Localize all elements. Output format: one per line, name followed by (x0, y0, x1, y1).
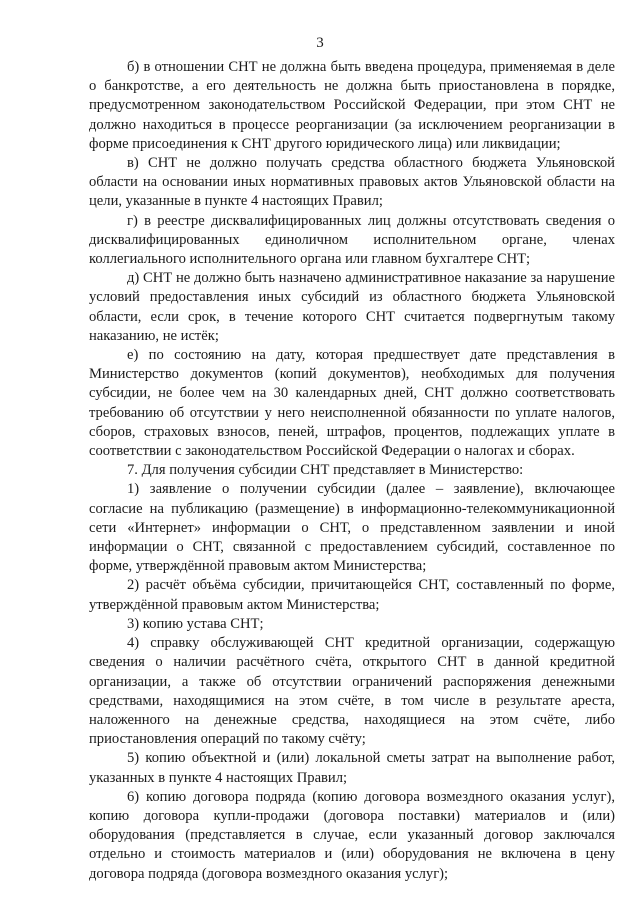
item-6-contract-copy: 6) копию договора подряда (копию договора возмездного оказания услуг), копию договора купли-продажи (договора поставки) материалов и (или) оборудования (представляется в случае, если указанный договор заключался отдельно и стоимость материалов и (или) оборудования не включена в цену договора подряда (договора возмездного оказания услуг); (89, 788, 615, 882)
page-number: 3 (316, 35, 324, 51)
item-3-charter-copy: 3) копию устава СНТ; (127, 615, 264, 632)
item-4-bank-certificate: 4) справку обслуживающей СНТ кредитной организации, содержащую сведения о наличии расчётного счёта, открытого СНТ в данной кредитной организации, а также об отсутствии ограничений распоряжения денежными средствами, находящимися на этом счёте, в том числе в результате ареста, наложенного на денежные средства, находящиеся на этом счёте, либо приостановления операций по такому счёту; (89, 635, 615, 748)
item-5-estimate-copy: 5) копию объектной и (или) локальной сметы затрат на выполнение работ, указанных в пункте 4 настоящих Правил; (89, 750, 615, 786)
paragraph-b: б) в отношении СНТ не должна быть введена процедура, применяемая в деле о банкротстве, а его деятельность не должна быть приостановлена в порядке, предусмотренном законодательством Российской Федерации, при этом СНТ не должно находиться в процессе реорганизации (за исключением реорганизации в форме присоединения к СНТ другого юридического лица) или ликвидации; (89, 59, 615, 152)
item-2-calculation: 2) расчёт объёма субсидии, причитающейся СНТ, составленный по форме, утверждённой правовым актом Министерства; (89, 577, 615, 613)
document-body (89, 58, 615, 884)
paragraph-e: е) по состоянию на дату, которая предшествует дате представления в Министерство документов (копий документов), необходимых для получения субсидии, не более чем на 30 календарных дней, СНТ должно соответствовать требованию об отсутствии у него неисполненной обязанности по уплате налогов, сборов, страховых взносов, пеней, штрафов, процентов, подлежащих уплате в соответствии с законодательством Российской Федерации о налогах и сборах. (89, 347, 615, 460)
paragraph-d: д) СНТ не должно быть назначено административное наказание за нарушение условий предоставления иных субсидий из областного бюджета Ульяновской области, если срок, в течение которого СНТ считается подвергнутым такому наказанию, не истёк; (89, 270, 615, 344)
paragraph-g: г) в реестре дисквалифицированных лиц должны отсутствовать сведения о дисквалифицированных единоличном исполнительном органе, членах коллегиального исполнительного органа или главном бухгалтере СНТ; (89, 212, 615, 268)
paragraph-v: в) СНТ не должно получать средства областного бюджета Ульяновской области на основании иных нормативных правовых актов Ульяновской области на цели, указанные в пункте 4 настоящих Правил; (89, 155, 615, 210)
section-7-heading: 7. Для получения субсидии СНТ представляет в Министерство: (127, 462, 524, 479)
item-1-application: 1) заявление о получении субсидии (далее – заявление), включающее согласие на публикацию (размещение) в информационно-телекоммуникационной сети «Интернет» информации о СНТ, о представленном заявлении и иной информации о СНТ, связанной с предоставлением субсидий, составленное по форме, утверждённой правовым актом Министерства; (89, 481, 615, 575)
